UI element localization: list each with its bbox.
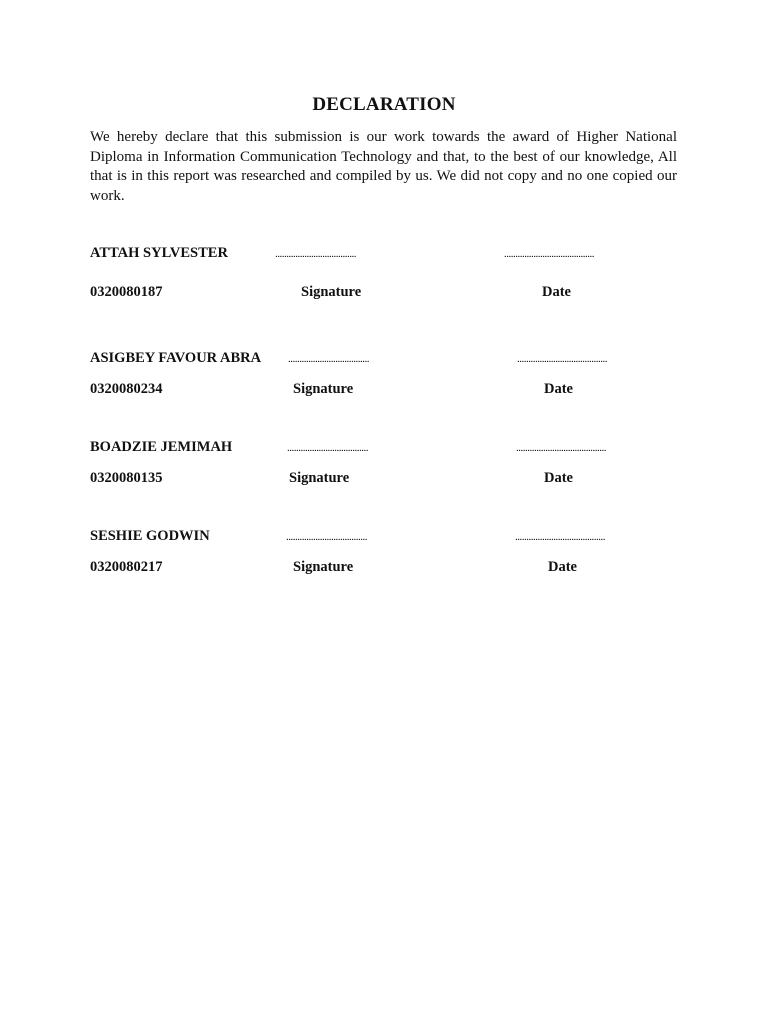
signatory-id: 0320080187	[90, 284, 163, 300]
date-line: ........................................	[504, 248, 594, 260]
declaration-paragraph: We hereby declare that this submission is our work towards the award of Higher National Diploma in Information Communication Technology and that, to the best of our knowledge, All that is in this report was researched and compiled by us. We did not copy and no one copied our work.	[90, 129, 677, 204]
signatory-block	[90, 350, 690, 420]
date-label: Date	[542, 284, 571, 300]
signatory-id: 0320080217	[90, 559, 163, 575]
page-title: DECLARATION	[312, 94, 456, 115]
signatory-name: ASIGBEY FAVOUR ABRA	[90, 350, 262, 366]
signature-label: Signature	[301, 284, 362, 300]
date-line: ........................................	[516, 442, 606, 454]
signature-line: ....................................	[287, 442, 368, 454]
signature-label: Signature	[293, 381, 354, 397]
signatory-name: SESHIE GODWIN	[90, 528, 210, 544]
date-label: Date	[544, 470, 573, 486]
signatory-block	[90, 528, 690, 598]
signatory-block	[90, 439, 690, 509]
signature-label: Signature	[293, 559, 354, 575]
signature-line: ....................................	[286, 531, 367, 543]
date-line: ........................................	[515, 531, 605, 543]
signatory-id: 0320080234	[90, 381, 163, 397]
signature-label: Signature	[289, 470, 350, 486]
date-line: ........................................	[517, 353, 607, 365]
signatory-block	[90, 245, 690, 315]
signatory-name: ATTAH SYLVESTER	[90, 245, 228, 261]
signatory-name: BOADZIE JEMIMAH	[90, 439, 233, 455]
signatory-id: 0320080135	[90, 470, 163, 486]
signature-line: ....................................	[275, 248, 356, 260]
date-label: Date	[548, 559, 577, 575]
signature-line: ....................................	[288, 353, 369, 365]
date-label: Date	[544, 381, 573, 397]
